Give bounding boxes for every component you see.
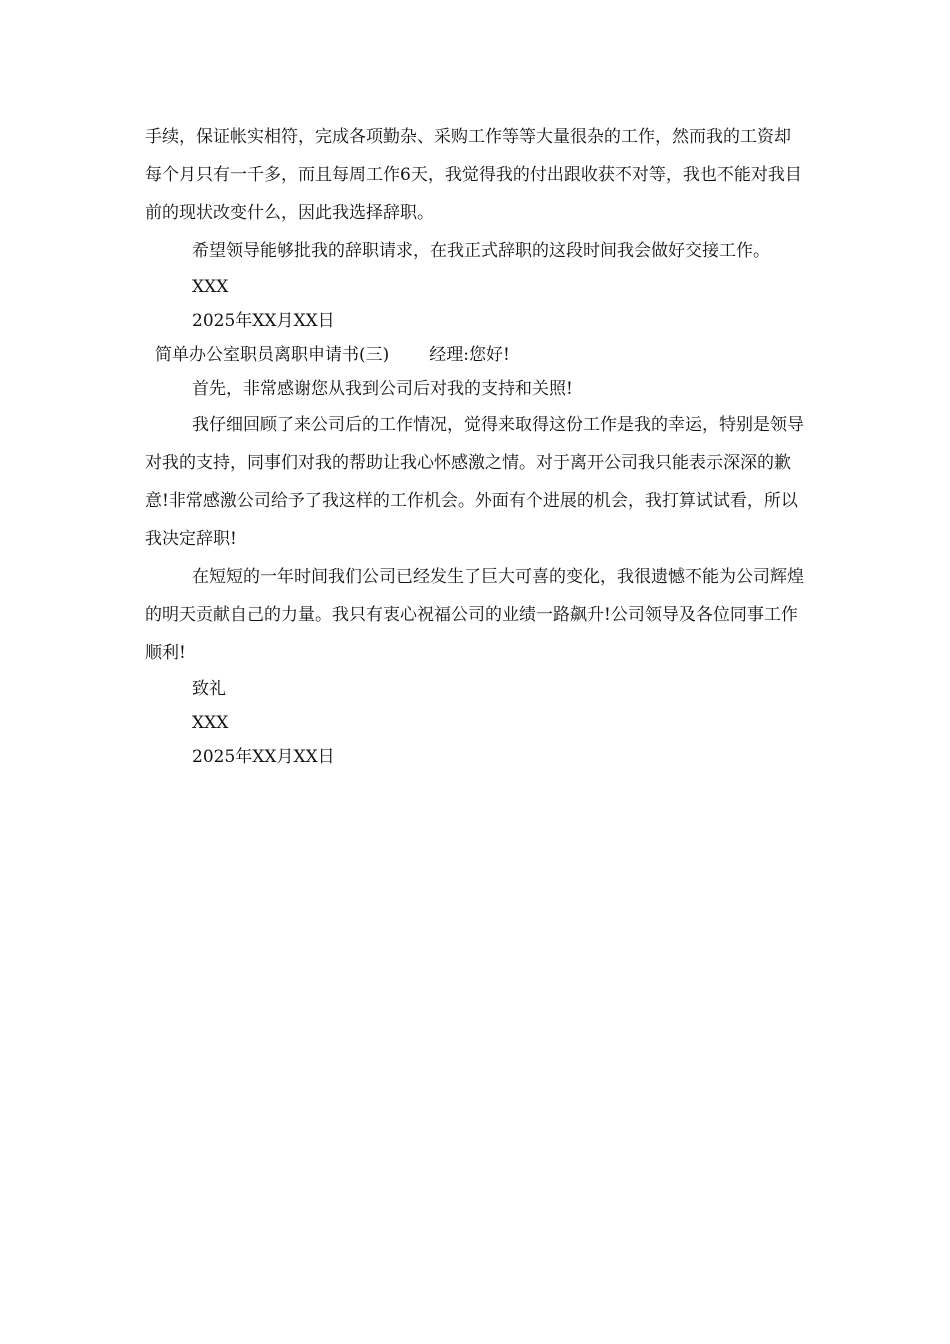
paragraph-continuation: 手续，保证帐实相符，完成各项勤杂、采购工作等等大量很杂的工作，然而我的工资却每个月只有一千多，而且每周工作6天，我觉得我的付出跟收获不对等，我也不能对我目前的现状改变什么，因此我选择辞职。 <box>145 127 802 223</box>
paragraph-wishes: 在短短的一年时间我们公司已经发生了巨大可喜的变化，我很遗憾不能为公司辉煌的明天贡献自己的力量。我只有衷心祝福公司的业绩一路飙升!公司领导及各位同事工作顺利! <box>145 567 804 663</box>
paragraph-hope: 希望领导能够批我的辞职请求，在我正式辞职的这段时间我会做好交接工作。 <box>192 241 770 261</box>
closing: 致礼 <box>192 679 226 699</box>
paragraph-thanks: 首先，非常感谢您从我到公司后对我的支持和关照! <box>192 379 573 399</box>
document-page <box>145 118 807 774</box>
greeting: 经理:您好! <box>429 345 510 365</box>
signature-date: 2025年XX月XX日 <box>192 311 335 331</box>
signature-name-2: XXX <box>192 713 229 733</box>
signature-date-2: 2025年XX月XX日 <box>192 747 335 767</box>
paragraph-review: 我仔细回顾了来公司后的工作情况，觉得来取得这份工作是我的幸运，特别是领导对我的支持，同事们对我的帮助让我心怀感激之情。对于离开公司我只能表示深深的歉意!非常感激公司给予了我这样的工作机会。外面有个进展的机会，我打算试试看，所以我决定辞职! <box>145 415 804 549</box>
section-title: 简单办公室职员离职申请书(三) <box>155 345 390 365</box>
section-title-row <box>145 338 807 372</box>
signature-name: XXX <box>192 277 229 297</box>
